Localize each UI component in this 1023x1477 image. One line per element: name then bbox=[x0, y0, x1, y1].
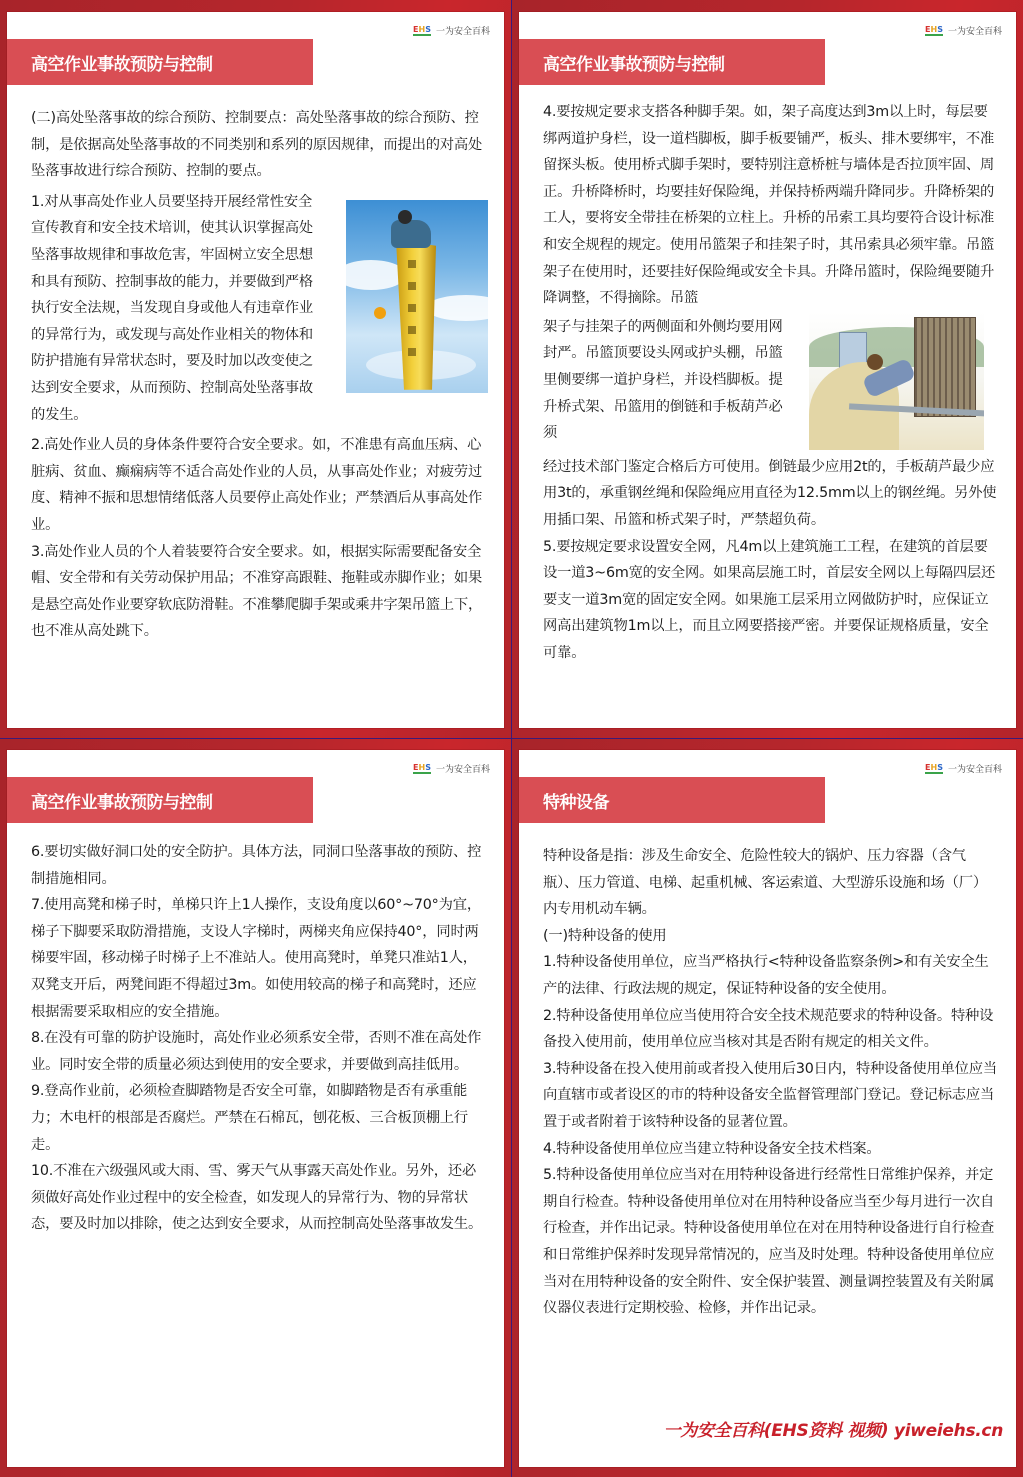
slide-card bbox=[7, 12, 504, 728]
paragraph-item-5: 5.要按规定要求设置安全网，凡4m以上建筑施工工程，在建筑的首层要设一道3~6m宽的安全网。如果高层施工时，首层安全网以上每隔四层还要支一道3m宽的固定安全网。如果施工层采用立网做防护时，应保证立网高出建筑物1m以上，而且立网要搭接严密。并要保证规格质量，安全可靠。 bbox=[543, 538, 996, 661]
logo-text: 一为安全百科 bbox=[435, 27, 490, 37]
ehs-logo bbox=[413, 762, 490, 775]
paragraph-item-4: 4.要按规定要求支搭各种脚手架。如，架子高度达到3m以上时，每层要绑两道护身栏，设一道档脚板，脚手板要铺严，板头、排木要绑牢，不准留探头板。使用桥式脚手架时，要特别注意桥桩与墙体是否拉顶牢固、周正。升桥降桥时，均要挂好保险绳，并保持桥两端升降同步。升降桥架的工人，要将安全带挂在桥架的立柱上。升桥的吊索工具均要符合设计标准和安全规程的规定。使用吊篮架子和挂架子时，其吊索具必须牢靠。吊篮架子在使用时，还要挂好保险绳或安全卡具。升降吊篮时，保险绳要随升降调整，不得摘除。吊篮 bbox=[543, 104, 995, 307]
section-heading: (一)特种设备的使用 bbox=[543, 927, 667, 944]
text-with-image bbox=[31, 189, 488, 428]
paragraph-item-9: 9.登高作业前，必须检查脚踏物是否安全可靠，如脚踏物是否有承重能力；木电杆的根部是否腐烂。严禁在石棉瓦，刨花板、三合板顶棚上行走。 bbox=[31, 1083, 468, 1153]
ehs-logo-icon: E H S bbox=[413, 763, 431, 772]
slide-3 bbox=[0, 739, 511, 1477]
paragraph-item-4: 4.特种设备使用单位应当建立特种设备安全技术档案。 bbox=[543, 1140, 881, 1157]
logo-text: 一为安全百科 bbox=[947, 765, 1002, 775]
slide-2 bbox=[512, 0, 1023, 738]
slide-card bbox=[7, 750, 504, 1467]
falling-worker-image bbox=[809, 312, 984, 450]
slide-title: 高空作业事故预防与控制 bbox=[31, 792, 213, 813]
paragraph-item-4-end: 经过技术部门鉴定合格后方可使用。倒链最少应用2t的，手板葫芦最少应用3t的，承重钢丝绳和保险绳应用直径为12.5mm以上的钢丝绳。另外使用插口架、吊篮和桥式架子时，严禁超负荷。 bbox=[543, 458, 997, 528]
paragraph-item-2: 2.高处作业人员的身体条件要符合安全要求。如，不准患有高血压病、心脏病、贫血、癫痫病等不适合高处作业的人员，从事高处作业；对疲劳过度、精神不振和思想情绪低落人员要停止高处作业；严禁酒后从事高处作业。 bbox=[31, 437, 483, 533]
slide-1 bbox=[0, 0, 511, 738]
safety-tower-image bbox=[346, 200, 488, 393]
slide-title: 高空作业事故预防与控制 bbox=[543, 54, 725, 75]
intro-paragraph: (二)高处坠落事故的综合预防、控制要点：高处坠落事故的综合预防、控制，是依据高处坠落事故的不同类别和系列的原因规律，而提出的对高处坠落事故进行综合预防、控制的要点。 bbox=[31, 110, 483, 180]
ehs-logo-icon: E H S bbox=[413, 25, 431, 34]
slide-title-bar bbox=[7, 39, 313, 85]
slide-body bbox=[31, 839, 488, 1238]
ehs-logo-icon: E H S bbox=[925, 25, 943, 34]
logo-text: 一为安全百科 bbox=[435, 765, 490, 775]
ehs-logo bbox=[925, 762, 1002, 775]
paragraph-item-4-continued: 架子与挂架子的两侧面和外侧均要用网封严。吊篮顶要设头网或护头棚，吊篮里侧要绑一道护身栏，并设档脚板。提升桥式架、吊篮用的倒链和手板葫芦必须 bbox=[543, 318, 783, 442]
slide-title-bar bbox=[7, 777, 313, 823]
slide-title-bar bbox=[519, 777, 825, 823]
slide-title: 高空作业事故预防与控制 bbox=[31, 54, 213, 75]
paragraph-item-3: 3.特种设备在投入使用前或者投入使用后30日内，特种设备使用单位应当向直辖市或者设区的市的特种设备安全监督管理部门登记。登记标志应当置于或者附着于该特种设备的显著位置。 bbox=[543, 1060, 997, 1130]
slide-body bbox=[31, 105, 488, 645]
slide-card bbox=[519, 12, 1016, 728]
logo-text: 一为安全百科 bbox=[947, 27, 1002, 37]
ehs-logo-icon: E H S bbox=[925, 763, 943, 772]
slide-card bbox=[519, 750, 1016, 1467]
horizontal-divider bbox=[0, 738, 1023, 739]
paragraph-item-5: 5.特种设备使用单位应当对在用特种设备进行经常性日常维护保养，并定期自行检查。特种设备使用单位对在用特种设备应当至少每月进行一次自行检查，并作出记录。特种设备使用单位在对在用特种设备进行自行检查和日常维护保养时发现异常情况的，应当及时处理。特种设备使用单位应当对在用特种设备的安全附件、安全保护装置、测量调控装置及有关附属仪器仪表进行定期校验、检修，并作出记录。 bbox=[543, 1167, 995, 1317]
paragraph-item-10: 10.不准在六级强风或大雨、雪、雾天气从事露天高处作业。另外，还必须做好高处作业过程中的安全检查，如发现人的异常行为、物的异常状态，要及时加以排除，使之达到安全要求，从而控制高处坠落事故发生。 bbox=[31, 1163, 483, 1233]
paragraph-item-1: 1.对从事高处作业人员要坚持开展经常性安全宣传教育和安全技术培训，使其认识掌握高处坠落事故规律和事故危害，牢固树立安全思想和具有预防、控制事故的能力，并要做到严格执行安全法规，当发现自身或他人有违章作业的异常行为，或发现与高处作业相关的物体和防护措施有异常状态时，要及时加以改变使之达到安全要求，从而预防、控制高处坠落事故的发生。 bbox=[31, 193, 313, 423]
slide-body bbox=[543, 99, 1000, 667]
slide-body bbox=[543, 843, 1000, 1322]
paragraph-item-6: 6.要切实做好洞口处的安全防护。具体方法，同洞口坠落事故的预防、控制措施相同。 bbox=[31, 844, 482, 887]
paragraph-item-3: 3.高处作业人员的个人着装要符合安全要求。如，根据实际需要配备安全帽、安全带和有关劳动保护用品；不准穿高跟鞋、拖鞋或赤脚作业；如果是悬空高处作业要穿软底防滑鞋。不准攀爬脚手架或乘井字架吊篮上下，也不准从高处跳下。 bbox=[31, 543, 483, 640]
ehs-logo bbox=[413, 24, 490, 37]
definition-paragraph: 特种设备是指：涉及生命安全、危险性较大的锅炉、压力容器（含气瓶）、压力管道、电梯、起重机械、客运索道、大型游乐设施和场（厂）内专用机动车辆。 bbox=[543, 848, 987, 918]
slide-4 bbox=[512, 739, 1023, 1477]
paragraph-item-8: 8.在没有可靠的防护设施时，高处作业必须系安全带，否则不准在高处作业。同时安全带的质量必须达到使用的安全要求，并要做到高挂低用。 bbox=[31, 1030, 482, 1073]
slide-title-bar bbox=[519, 39, 825, 85]
paragraph-item-1: 1.特种设备使用单位，应当严格执行<特种设备监察条例>和有关安全生产的法律、行政法规的规定，保证特种设备的安全使用。 bbox=[543, 954, 989, 997]
slide-title: 特种设备 bbox=[543, 792, 609, 813]
ehs-logo bbox=[925, 24, 1002, 37]
paragraph-item-7: 7.使用高凳和梯子时，单梯只许上1人操作，支设角度以60°~70°为宜，梯子下脚要采取防滑措施，支设人字梯时，两梯夹角应保持40°，同时两梯要牢固，移动梯子时梯子上不准站人。使用高凳时，单凳只准站1人，双凳支开后，两凳间距不得超过3m。如使用较高的梯子和高凳时，还应根据需要采取相应的安全措施。 bbox=[31, 897, 481, 1020]
text-with-image bbox=[543, 314, 1000, 450]
paragraph-item-2: 2.特种设备使用单位应当使用符合安全技术规范要求的特种设备。特种设备投入使用前，使用单位应当核对其是否附有规定的相关文件。 bbox=[543, 1007, 994, 1051]
watermark: 一为安全百科(EHS资料 视频) yiweiehs.cn bbox=[663, 1421, 1003, 1441]
